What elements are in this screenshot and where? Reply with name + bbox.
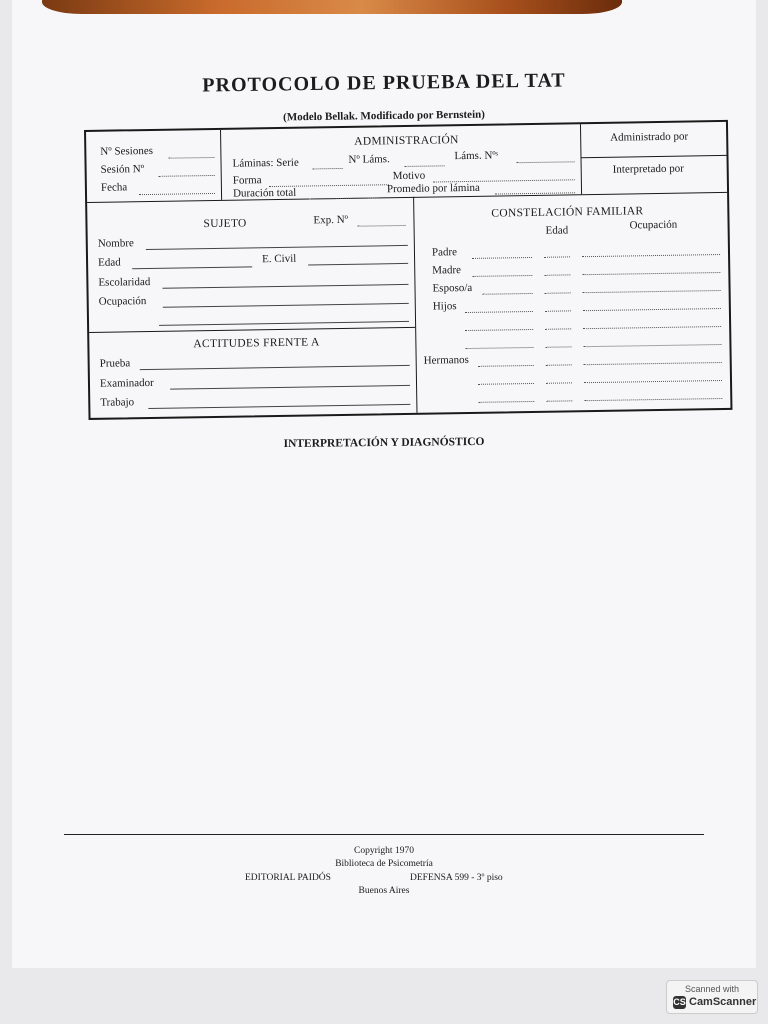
laminas-serie-field[interactable] bbox=[313, 168, 343, 169]
sesiones-label: Nº Sesiones bbox=[100, 144, 154, 158]
lams-n-label: Láms. Nºˢ bbox=[454, 149, 499, 163]
hijos-name-field[interactable] bbox=[465, 347, 533, 349]
hijos-name-field[interactable] bbox=[465, 311, 533, 313]
n-lams-label: Nº Láms. bbox=[348, 153, 390, 166]
edad-field[interactable] bbox=[132, 266, 252, 269]
estado-civil-label: E. Civil bbox=[261, 252, 297, 266]
estado-civil-field[interactable] bbox=[308, 263, 408, 266]
administrado-por-label: Administrado por bbox=[610, 130, 689, 144]
divider bbox=[220, 130, 222, 200]
footer-city: Buenos Aires bbox=[358, 886, 410, 896]
camscanner-logo-icon: CS bbox=[673, 997, 686, 1007]
ocupacion-label: Ocupación bbox=[98, 295, 147, 308]
forma-label: Forma bbox=[232, 174, 262, 187]
sesion-field[interactable] bbox=[159, 175, 215, 177]
interpretacion-title: INTERPRETACIÓN Y DIAGNÓSTICO bbox=[283, 435, 485, 451]
nombre-label: Nombre bbox=[97, 237, 134, 250]
nombre-field[interactable] bbox=[146, 245, 408, 250]
laminas-serie-label: Láminas: Serie bbox=[232, 156, 299, 170]
examinador-label: Examinador bbox=[99, 376, 154, 390]
divider bbox=[89, 327, 415, 333]
scan-edge-strip bbox=[42, 0, 622, 14]
hijos-edad-field[interactable] bbox=[545, 346, 571, 347]
duracion-label: Duración total bbox=[232, 186, 297, 200]
escolaridad-label: Escolaridad bbox=[98, 275, 151, 289]
edad-column-header: Edad bbox=[545, 224, 569, 237]
sesiones-field[interactable] bbox=[168, 157, 214, 159]
hermanos-name-field[interactable] bbox=[478, 365, 534, 367]
trabajo-field[interactable] bbox=[148, 404, 410, 409]
madre-name-field[interactable] bbox=[472, 275, 532, 277]
divider bbox=[580, 124, 582, 194]
watermark-line2: CamScanner bbox=[689, 996, 757, 1008]
fecha-label: Fecha bbox=[100, 181, 128, 194]
escolaridad-field[interactable] bbox=[162, 284, 408, 289]
ocupacion-column-header: Ocupación bbox=[629, 218, 678, 232]
hermanos-name-field[interactable] bbox=[478, 401, 534, 403]
constelacion-header: CONSTELACIÓN FAMILIAR bbox=[491, 205, 644, 220]
hijos-edad-field[interactable] bbox=[545, 328, 571, 329]
esposo-edad-field[interactable] bbox=[545, 292, 571, 293]
n-lams-field[interactable] bbox=[405, 165, 445, 167]
promedio-label: Promedio por lámina bbox=[386, 181, 480, 196]
trabajo-label: Trabajo bbox=[100, 396, 135, 409]
camscanner-watermark bbox=[666, 980, 758, 1014]
hermanos-edad-field[interactable] bbox=[546, 382, 572, 383]
motivo-label: Motivo bbox=[392, 169, 426, 183]
ocupacion-field[interactable] bbox=[163, 303, 409, 308]
hermanos-ocupacion-field[interactable] bbox=[584, 362, 722, 365]
footer-copyright: Copyright 1970 bbox=[354, 846, 414, 856]
hermanos-ocupacion-field[interactable] bbox=[584, 398, 722, 401]
madre-edad-field[interactable] bbox=[544, 274, 570, 275]
examinador-field[interactable] bbox=[170, 385, 410, 390]
hermanos-name-field[interactable] bbox=[478, 383, 534, 385]
footer-rule bbox=[64, 834, 704, 835]
lams-n-field[interactable] bbox=[517, 161, 575, 163]
edad-label: Edad bbox=[97, 256, 121, 269]
footer-editorial: EDITORIAL PAIDÓS bbox=[245, 873, 331, 883]
footer-biblioteca: Biblioteca de Psicometría bbox=[335, 859, 433, 869]
page-subtitle: (Modelo Bellak. Modificado por Bernstein) bbox=[283, 108, 485, 124]
actitudes-header: ACTITUDES FRENTE A bbox=[193, 336, 320, 351]
watermark-line1: Scanned with bbox=[684, 984, 740, 994]
divider bbox=[580, 155, 726, 158]
esposo-ocupacion-field[interactable] bbox=[583, 290, 721, 293]
madre-label: Madre bbox=[432, 264, 462, 277]
prueba-label: Prueba bbox=[99, 357, 131, 370]
hijos-ocupacion-field[interactable] bbox=[583, 308, 721, 311]
hermanos-edad-field[interactable] bbox=[546, 400, 572, 401]
sesion-label: Sesión Nº bbox=[100, 163, 145, 176]
hermanos-label: Hermanos bbox=[423, 353, 469, 367]
page-title: PROTOCOLO DE PRUEBA DEL TAT bbox=[202, 69, 566, 97]
interpretado-por-label: Interpretado por bbox=[612, 162, 684, 176]
prueba-field[interactable] bbox=[140, 365, 410, 370]
administracion-header: ADMINISTRACIÓN bbox=[354, 134, 459, 148]
madre-ocupacion-field[interactable] bbox=[582, 272, 720, 275]
hermanos-ocupacion-field[interactable] bbox=[584, 380, 722, 383]
exp-label: Exp. Nº bbox=[313, 213, 349, 227]
divider bbox=[413, 197, 417, 413]
padre-label: Padre bbox=[431, 246, 458, 259]
padre-ocupacion-field[interactable] bbox=[582, 254, 720, 257]
exp-field[interactable] bbox=[358, 225, 406, 227]
padre-edad-field[interactable] bbox=[544, 256, 570, 257]
duracion-field[interactable] bbox=[309, 197, 379, 199]
protocol-form bbox=[84, 120, 732, 420]
esposo-label: Esposo/a bbox=[432, 281, 473, 295]
hermanos-edad-field[interactable] bbox=[546, 364, 572, 365]
hijos-name-field[interactable] bbox=[465, 329, 533, 331]
hijos-label: Hijos bbox=[432, 300, 457, 313]
hijos-edad-field[interactable] bbox=[545, 310, 571, 311]
sujeto-header: SUJETO bbox=[203, 217, 247, 231]
esposo-name-field[interactable] bbox=[483, 293, 533, 295]
hijos-ocupacion-field[interactable] bbox=[583, 344, 721, 347]
document-page bbox=[12, 0, 756, 968]
fecha-field[interactable] bbox=[139, 193, 215, 195]
ocupacion-field-2[interactable] bbox=[159, 321, 409, 326]
footer-address: DEFENSA 599 - 3º piso bbox=[410, 873, 503, 883]
padre-name-field[interactable] bbox=[472, 257, 532, 259]
hijos-ocupacion-field[interactable] bbox=[583, 326, 721, 329]
